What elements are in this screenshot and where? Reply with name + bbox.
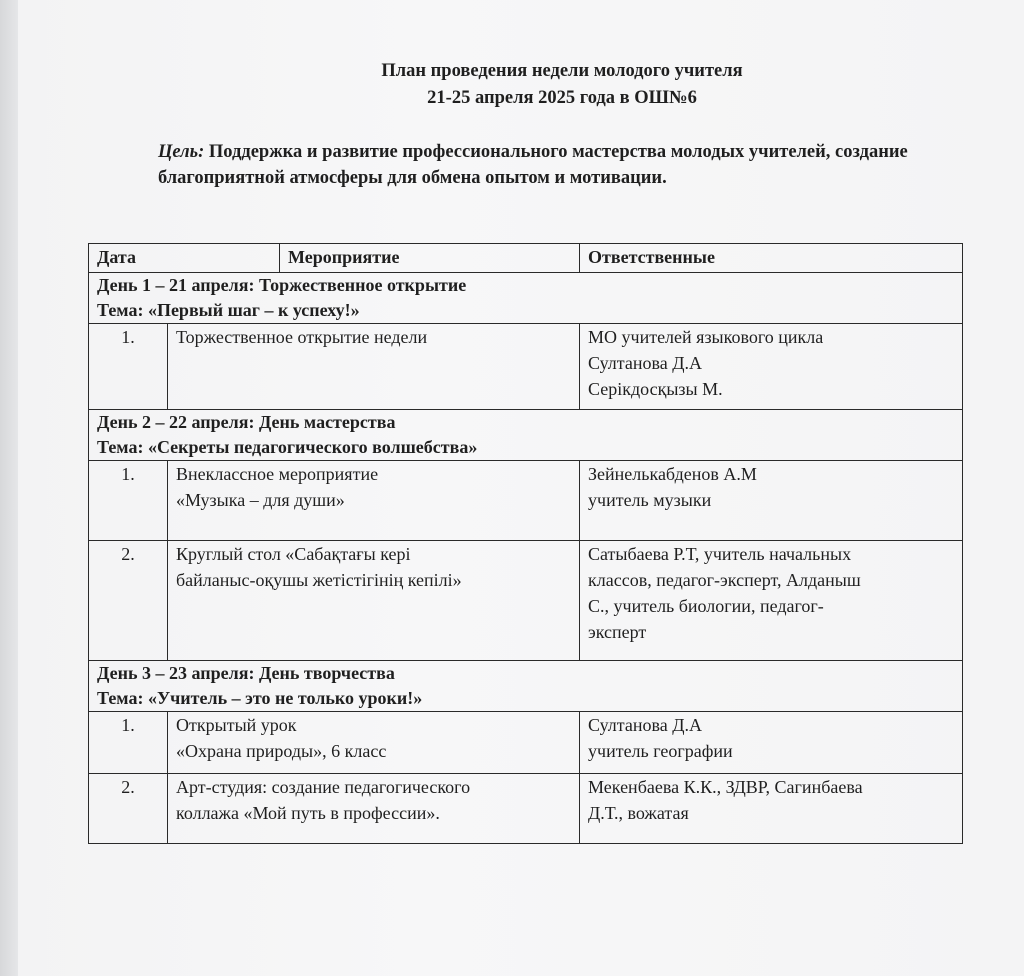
responsible-cell [580,712,963,774]
day-title: День 2 – 22 апреля: День мастерства [97,412,396,432]
table-row [89,774,963,844]
document-title [0,58,1024,112]
responsible-line: классов, педагог-эксперт, Алданыш [588,570,861,590]
header-event: Мероприятие [280,244,580,273]
goal-label: Цель: [158,142,205,162]
responsible-cell [580,324,963,410]
event-line: Открытый урок [176,715,297,735]
page-edge-shadow [0,0,18,976]
responsible-line: эксперт [588,622,647,642]
day-title: День 3 – 23 апреля: День творчества [97,663,395,683]
responsible-line: Сатыбаева Р.Т, учитель начальных [588,544,852,564]
title-line-2: 21-25 апреля 2025 года в ОШ№6 [427,88,697,108]
responsible-line: МО учителей языкового цикла [588,327,824,347]
row-number: 1. [89,712,168,774]
table-header-row [89,244,963,273]
event-cell [168,461,580,541]
header-responsible: Ответственные [580,244,963,273]
day-theme: Тема: «Первый шаг – к успеху!» [97,300,360,320]
event-line: Торжественное открытие недели [176,327,428,347]
table-row [89,461,963,541]
event-line: Внеклассное мероприятие [176,464,379,484]
row-number: 2. [89,541,168,661]
responsible-cell [580,774,963,844]
responsible-line: Зейнелькабденов А.М [588,464,757,484]
day-heading-row [89,273,963,324]
row-number: 1. [89,324,168,410]
day-heading-row [89,661,963,712]
day-heading-row [89,410,963,461]
responsible-line: Султанова Д.А [588,715,703,735]
responsible-line: Султанова Д.А [588,353,703,373]
event-line: Арт-студия: создание педагогического [176,777,471,797]
event-line: Круглый стол «Сабақтағы кері [176,544,411,564]
table-row [89,541,963,661]
table-row [89,324,963,410]
day-theme: Тема: «Учитель – это не только уроки!» [97,688,423,708]
goal-text: Поддержка и развитие профессионального мастерства молодых учителей, создание благоприятной атмосферы для обмена опытом и мотивации. [158,142,908,188]
event-cell [168,541,580,661]
responsible-cell [580,461,963,541]
table-row [89,712,963,774]
row-number: 1. [89,461,168,541]
day-title: День 1 – 21 апреля: Торжественное открытие [97,275,467,295]
title-line-1: План проведения недели молодого учителя [381,61,743,81]
responsible-line: учитель музыки [588,490,712,510]
responsible-cell [580,541,963,661]
event-cell [168,712,580,774]
responsible-line: Серікдосқызы М. [588,379,723,399]
responsible-line: С., учитель биологии, педагог- [588,596,824,616]
day-theme: Тема: «Секреты педагогического волшебства» [97,437,478,457]
row-number: 2. [89,774,168,844]
goal-paragraph [158,139,918,191]
header-date: Дата [89,244,280,273]
responsible-line: Мекенбаева К.К., ЗДВР, Сагинбаева [588,777,863,797]
plan-table [88,243,963,844]
event-cell [168,774,580,844]
event-line: «Охрана природы», 6 класс [176,741,387,761]
event-line: коллажа «Мой путь в профессии». [176,803,440,823]
responsible-line: Д.Т., вожатая [588,803,689,823]
responsible-line: учитель географии [588,741,733,761]
event-cell [168,324,580,410]
event-line: байланыс-оқушы жетістігінің кепілі» [176,570,462,590]
event-line: «Музыка – для души» [176,490,345,510]
